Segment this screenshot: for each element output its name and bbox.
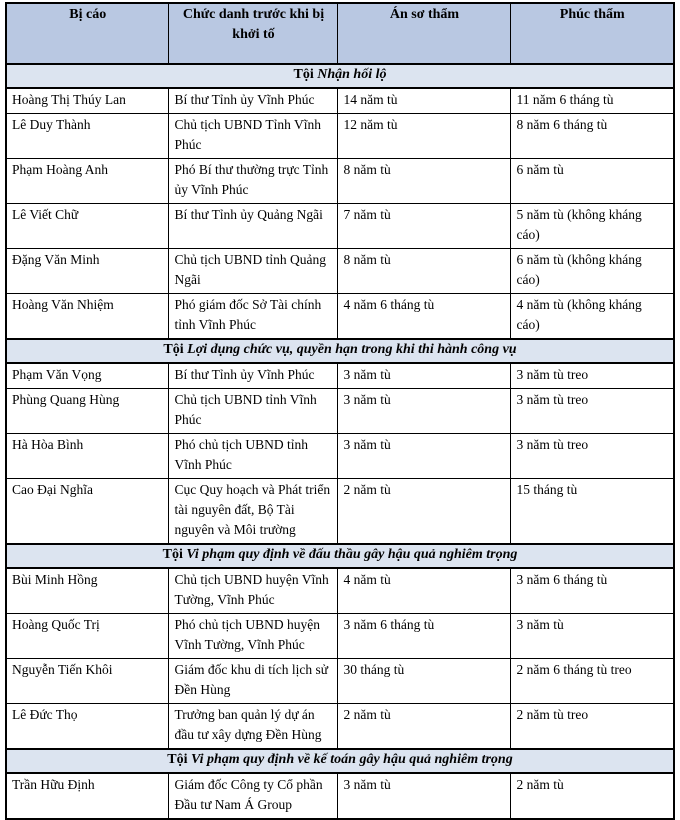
appeal-cell: 3 năm tù treo <box>511 389 674 434</box>
column-header: Án sơ thẩm <box>338 3 511 64</box>
defendant-row <box>6 114 674 159</box>
offense-section-row <box>6 339 674 363</box>
appeal-cell: 2 năm tù <box>511 773 674 819</box>
appeal-cell: 6 năm tù <box>511 159 674 204</box>
first-instance-cell: 2 năm tù <box>338 479 511 545</box>
defendant-name-cell: Lê Viết Chữ <box>6 204 169 249</box>
appeal-cell: 4 năm tù (không kháng cáo) <box>511 294 674 340</box>
position-cell: Bí thư Tỉnh ủy Quảng Ngãi <box>169 204 338 249</box>
table-body <box>6 64 674 819</box>
position-cell: Phó Bí thư thường trực Tỉnh ủy Vĩnh Phúc <box>169 159 338 204</box>
defendant-row <box>6 389 674 434</box>
defendant-row <box>6 204 674 249</box>
defendant-row <box>6 434 674 479</box>
defendant-name-cell: Trần Hữu Định <box>6 773 169 819</box>
first-instance-cell: 14 năm tù <box>338 88 511 114</box>
defendant-name-cell: Hoàng Quốc Trị <box>6 614 169 659</box>
offense-section-title <box>6 64 674 88</box>
appeal-cell: 6 năm tù (không kháng cáo) <box>511 249 674 294</box>
first-instance-cell: 8 năm tù <box>338 159 511 204</box>
first-instance-cell: 3 năm tù <box>338 363 511 389</box>
offense-name: Vi phạm quy định về kế toán gây hậu quả nghiêm trọng <box>191 752 513 767</box>
header-row <box>6 3 674 64</box>
offense-name: Nhận hối lộ <box>317 67 387 82</box>
defendant-name-cell: Lê Đức Thọ <box>6 704 169 750</box>
column-header: Chức danh trước khi bị khởi tố <box>169 3 338 64</box>
appeal-cell: 3 năm tù treo <box>511 363 674 389</box>
defendant-row <box>6 773 674 819</box>
position-cell: Bí thư Tỉnh ủy Vĩnh Phúc <box>169 363 338 389</box>
first-instance-cell: 12 năm tù <box>338 114 511 159</box>
offense-prefix: Tội <box>163 342 188 357</box>
defendant-name-cell: Hoàng Thị Thúy Lan <box>6 88 169 114</box>
appeal-cell: 8 năm 6 tháng tù <box>511 114 674 159</box>
offense-prefix: Tội <box>293 67 318 82</box>
first-instance-cell: 3 năm tù <box>338 434 511 479</box>
first-instance-cell: 3 năm tù <box>338 773 511 819</box>
first-instance-cell: 4 năm 6 tháng tù <box>338 294 511 340</box>
position-cell: Bí thư Tỉnh ủy Vĩnh Phúc <box>169 88 338 114</box>
column-header: Bị cáo <box>6 3 169 64</box>
offense-section-title <box>6 749 674 773</box>
offense-section-title <box>6 339 674 363</box>
offense-section-row <box>6 64 674 88</box>
defendant-row <box>6 159 674 204</box>
defendant-row <box>6 704 674 750</box>
appeal-cell: 11 năm 6 tháng tù <box>511 88 674 114</box>
defendant-row <box>6 88 674 114</box>
appeal-cell: 3 năm tù treo <box>511 434 674 479</box>
appeal-cell: 3 năm tù <box>511 614 674 659</box>
defendant-row <box>6 479 674 545</box>
appeal-cell: 2 năm 6 tháng tù treo <box>511 659 674 704</box>
position-cell: Phó chủ tịch UBND tỉnh Vĩnh Phúc <box>169 434 338 479</box>
appeal-cell: 2 năm tù treo <box>511 704 674 750</box>
defendant-name-cell: Bùi Minh Hồng <box>6 568 169 614</box>
defendant-name-cell: Đặng Văn Minh <box>6 249 169 294</box>
defendant-row <box>6 363 674 389</box>
position-cell: Giám đốc khu di tích lịch sử Đền Hùng <box>169 659 338 704</box>
offense-section-title <box>6 544 674 568</box>
defendant-name-cell: Phạm Văn Vọng <box>6 363 169 389</box>
first-instance-cell: 8 năm tù <box>338 249 511 294</box>
defendant-name-cell: Cao Đại Nghĩa <box>6 479 169 545</box>
defendant-row <box>6 614 674 659</box>
position-cell: Chủ tịch UBND huyện Vĩnh Tường, Vĩnh Phúc <box>169 568 338 614</box>
position-cell: Chủ tịch UBND tỉnh Quảng Ngãi <box>169 249 338 294</box>
offense-section-row <box>6 544 674 568</box>
defendant-row <box>6 568 674 614</box>
first-instance-cell: 4 năm tù <box>338 568 511 614</box>
offense-section-row <box>6 749 674 773</box>
column-header: Phúc thẩm <box>511 3 674 64</box>
first-instance-cell: 3 năm 6 tháng tù <box>338 614 511 659</box>
offense-name: Lợi dụng chức vụ, quyền hạn trong khi thi hành công vụ <box>187 342 517 357</box>
position-cell: Chủ tịch UBND Tỉnh Vĩnh Phúc <box>169 114 338 159</box>
first-instance-cell: 7 năm tù <box>338 204 511 249</box>
defendant-name-cell: Nguyễn Tiến Khôi <box>6 659 169 704</box>
offense-name: Vi phạm quy định về đấu thầu gây hậu quả nghiêm trọng <box>186 547 518 562</box>
sentences-table <box>5 2 675 820</box>
defendant-row <box>6 659 674 704</box>
position-cell: Giám đốc Công ty Cổ phần Đầu tư Nam Á Group <box>169 773 338 819</box>
appeal-cell: 3 năm 6 tháng tù <box>511 568 674 614</box>
position-cell: Chủ tịch UBND tỉnh Vĩnh Phúc <box>169 389 338 434</box>
defendant-name-cell: Hà Hòa Bình <box>6 434 169 479</box>
defendant-name-cell: Lê Duy Thành <box>6 114 169 159</box>
appeal-cell: 15 tháng tù <box>511 479 674 545</box>
defendant-row <box>6 249 674 294</box>
defendant-name-cell: Phùng Quang Hùng <box>6 389 169 434</box>
defendant-row <box>6 294 674 340</box>
position-cell: Phó giám đốc Sở Tài chính tỉnh Vĩnh Phúc <box>169 294 338 340</box>
first-instance-cell: 3 năm tù <box>338 389 511 434</box>
defendant-name-cell: Phạm Hoàng Anh <box>6 159 169 204</box>
position-cell: Phó chủ tịch UBND huyện Vĩnh Tường, Vĩnh Phúc <box>169 614 338 659</box>
defendant-name-cell: Hoàng Văn Nhiệm <box>6 294 169 340</box>
offense-prefix: Tội <box>162 547 187 562</box>
offense-prefix: Tội <box>167 752 192 767</box>
first-instance-cell: 2 năm tù <box>338 704 511 750</box>
position-cell: Cục Quy hoạch và Phát triển tài nguyên đất, Bộ Tài nguyên và Môi trường <box>169 479 338 545</box>
position-cell: Trưởng ban quản lý dự án đầu tư xây dựng Đền Hùng <box>169 704 338 750</box>
appeal-cell: 5 năm tù (không kháng cáo) <box>511 204 674 249</box>
first-instance-cell: 30 tháng tù <box>338 659 511 704</box>
